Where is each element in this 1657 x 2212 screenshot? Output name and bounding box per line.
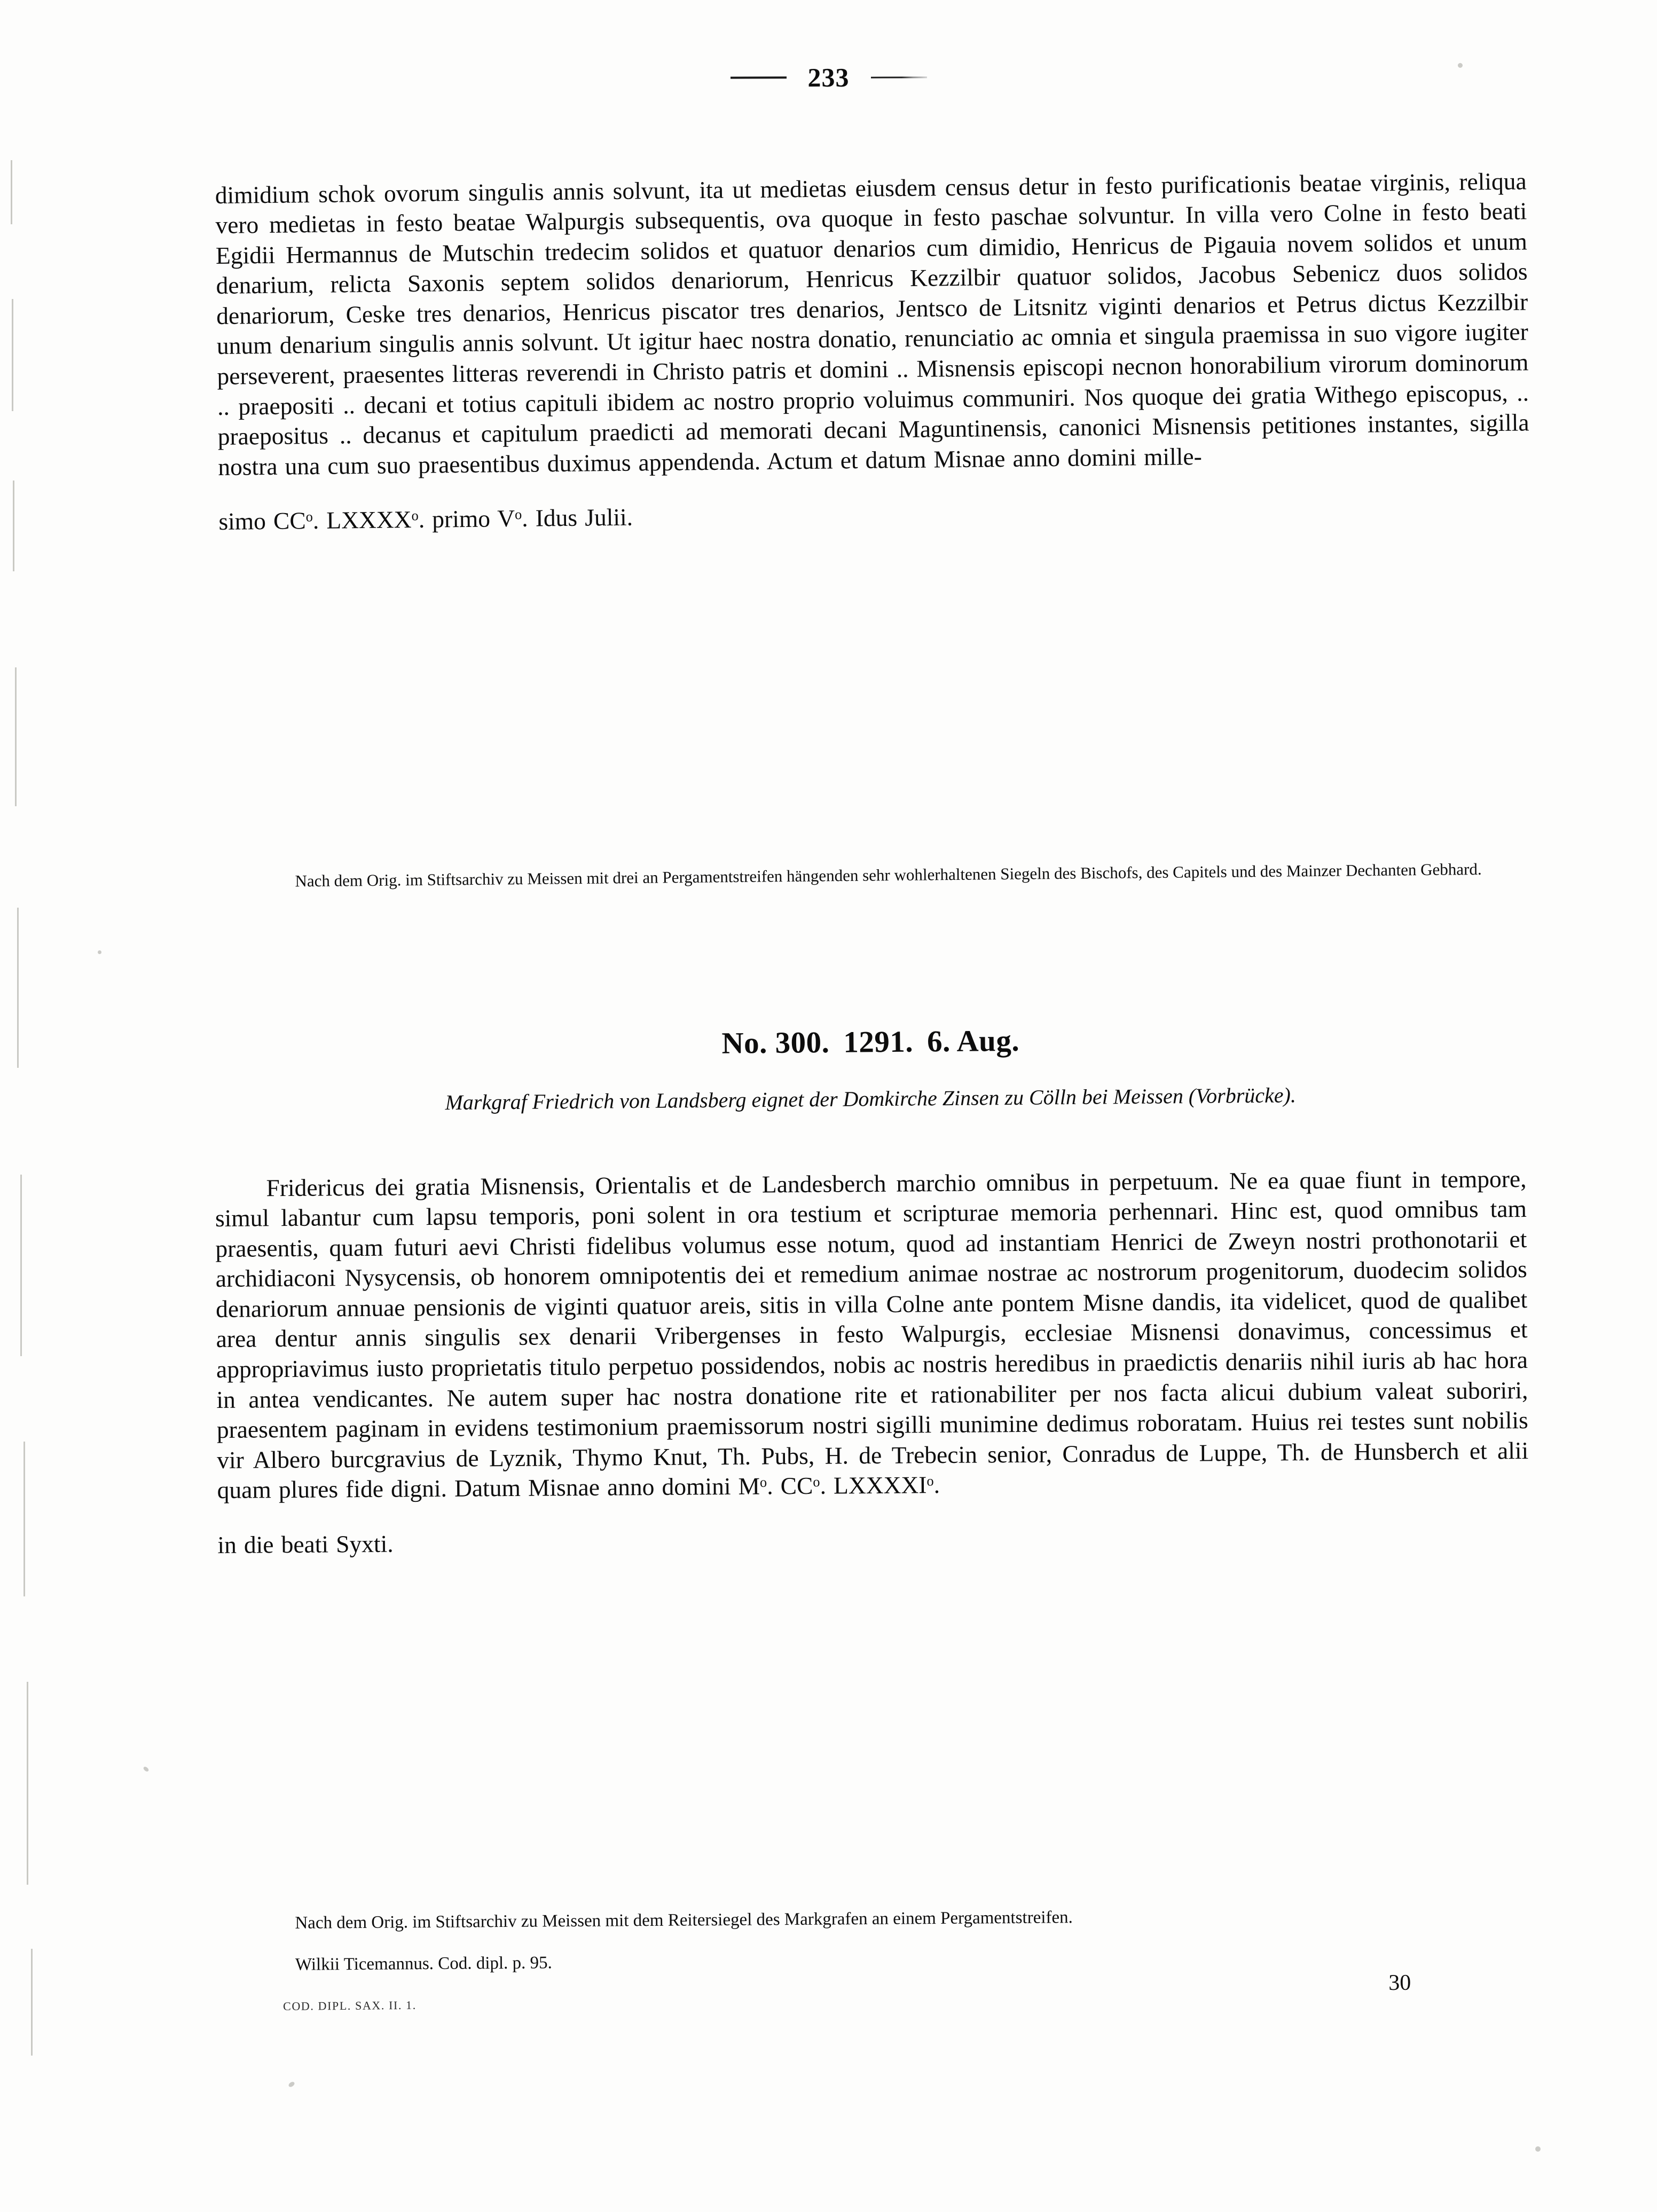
- scan-edge-artifact: [23, 1442, 25, 1596]
- page-number: 233: [807, 62, 850, 93]
- running-head-rule-right: [870, 76, 926, 78]
- scan-edge-artifact: [17, 908, 19, 1068]
- entry-body-main: Fridericus dei gratia Misnensis, Orientalis et de Landesberch marchio omnibus in perpetuum. Ne ea quae fiunt in tempore, simul labantur cum lapsu temporis, poni solent in ora testium et scripturae memoria perhennari. Hinc est, quod omnibus tam praesentis, quam futuri aevi Christi fidelibus volumus esse notum, quod ad instantiam Henrici de Zweyn nostri prothonotarii et archidiaconi Nysycensis, ob honorem omnipotentis dei et remedium animae nostrae ac nostrorum progenitorum, duodecim solidos denariorum annuae pensionis de viginti quatuor areis, sitis in villa Colne ante pontem Misne dandis, ita videlicet, quod de qualibet area dentur annis singulis sex denarii Vribergenses in festo Walpurgis, ecclesiae Misnensi donavimus, concessimus et appropriavimus iusto proprietatis titulo perpetuo possidendos, nobis ac nostris heredibus in praedictis denariis nihil iuris ab hac hora in antea vendicantes. Ne autem super hac nostra donatione rite et rationabiliter per nos facta alicui dubium valeat suboriri, praesentem paginam in evidens testimonium praemissorum nostri sigilli munimine dedimus roboratam. Huius rei testes sunt nobilis vir Albero burcgravius de Lyznik, Thymo Knut, Th. Pubs, H. de Trebecin senior, Conradus de Luppe, Th. de Hunsberch et alii quam plures fide digni. Datum Misnae anno domini M: [215, 1164, 1529, 1504]
- scan-edge-artifact: [15, 667, 17, 806]
- entry-regest-block: [215, 1081, 1526, 1117]
- entry-heading-block: [215, 1019, 1526, 1065]
- previous-entry-source-note-block: [215, 840, 1527, 910]
- closing-mid: . primo V: [418, 504, 515, 533]
- entry-printed-source: Wilkii Ticemannus. Cod. dipl. p. 95.: [295, 1953, 552, 1974]
- ordinal-marker: o: [813, 1474, 820, 1490]
- scan-speck: [98, 950, 101, 954]
- entry-body-block: [215, 1139, 1529, 1585]
- entry-source-note-block: [215, 1885, 1527, 1995]
- closing-dot: .: [312, 506, 327, 534]
- scan-speck: [1535, 2146, 1541, 2152]
- sheet-number: 30: [1388, 1970, 1411, 1995]
- entry-date-part-2: . LXXXXI: [820, 1471, 927, 1500]
- previous-entry-body-block: [215, 141, 1530, 561]
- entry-regest: Markgraf Friedrich von Landsberg eignet der Domkirche Zinsen zu Cölln bei Meissen (Vorbrücke).: [445, 1083, 1297, 1115]
- volume-signature: COD. DIPL. SAX. II. 1.: [283, 1998, 417, 2013]
- entry-heading: [215, 1019, 1526, 1065]
- closing-suffix: . Idus Julii.: [521, 503, 633, 532]
- scan-edge-artifact: [31, 1949, 33, 2056]
- ordinal-marker: o: [759, 1474, 767, 1491]
- entry-date-part-1: . CC: [767, 1472, 813, 1500]
- ordinal-marker: o: [514, 506, 522, 523]
- closing-roman: LXXXX: [326, 505, 412, 534]
- ordinal-marker: o: [305, 508, 313, 525]
- entry-date: 6. Aug.: [926, 1024, 1020, 1059]
- entry-number: No. 300.: [721, 1025, 830, 1060]
- scan-speck: [288, 2081, 295, 2088]
- entry-source-note: Nach dem Orig. im Stiftsarchiv zu Meissen mit dem Reitersiegel des Markgrafen an einem Pergamentstreifen.: [295, 1908, 1073, 1933]
- running-head-rule-left: [730, 76, 786, 78]
- previous-entry-source-note: Nach dem Orig. im Stiftsarchiv zu Meissen mit drei an Pergamentstreifen hängenden sehr wohlerhaltenen Siegeln des Bischofs, des Capitels und des Mainzer Dechanten Gebhard.: [295, 859, 1482, 891]
- scan-edge-artifact: [12, 299, 13, 411]
- previous-entry-closing-line: [218, 492, 1530, 537]
- entry-body-text: [215, 1163, 1528, 1506]
- ordinal-marker: o: [926, 1473, 934, 1489]
- ordinal-marker: o: [411, 507, 419, 524]
- entry-date-period: .: [933, 1471, 940, 1499]
- scan-edge-artifact: [13, 481, 14, 571]
- scan-edge-artifact: [27, 1682, 28, 1885]
- closing-prefix: simo CC: [218, 507, 306, 535]
- entry-year: 1291.: [843, 1025, 914, 1059]
- scan-edge-artifact: [20, 1175, 22, 1356]
- previous-entry-body-text: dimidium schok ovorum singulis annis solvunt, ita ut medietas eiusdem census detur in festo purificationis beatae virginis, reliqua vero medietas in festo beatae Walpurgis subsequentis, ova quoque in festo paschae solvuntur. In villa vero Colne in festo beati Egidii Hermannus de Mutschin tredecim solidos et quatuor denarios cum dimidio, Henricus de Pigauia novem solidos et unum denarium, relicta Saxonis septem solidos denariorum, Henricus Kezzilbir quatuor solidos, Jacobus Sebenicz duos solidos denariorum, Ceske tres denarios, Henricus piscator tres denarios, Jentsco de Litsnitz viginti denarios et Petrus dictus Kezzilbir unum denarium singulis annis solvunt. Ut igitur haec nostra donatio, renunciatio ac omnia et singula praemissa in suo vigore iugiter perseverent, praesentes litteras reverendi in Christo patris et domini .. Misnensis episcopi necnon honorabilium virorum dominorum .. praepositi .. decani et totius capituli ibidem ac nostro proprio voluimus communiri. Nos quoque dei gratia Withego episcopus, .. praepositus .. decanus et capitulum praedicti ad memorati decani Maguntinensis, canonici Misnensis petitiones instantes, sigilla nostra una cum suo praesentibus duximus appendenda. Actum et datum Misnae anno domini mille-: [215, 167, 1529, 481]
- running-head: [0, 61, 1657, 93]
- scan-edge-artifact: [11, 160, 12, 224]
- scan-speck: [143, 1766, 150, 1772]
- entry-body-tail: in die beati Syxti.: [217, 1530, 394, 1558]
